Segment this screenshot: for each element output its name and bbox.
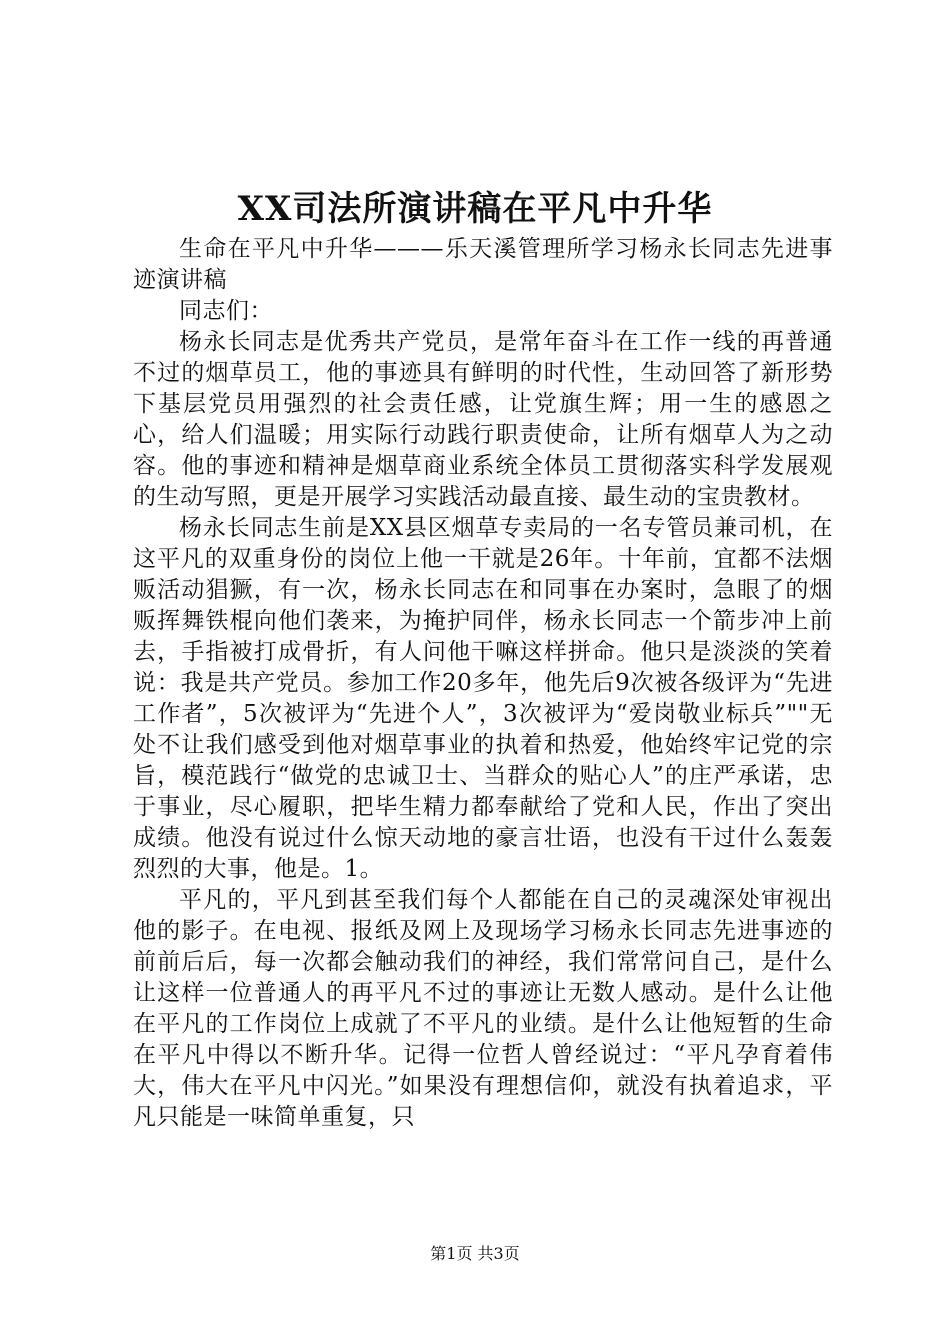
page-number-footer: 第1页 共3页 bbox=[430, 1244, 520, 1263]
salutation-paragraph: 同志们： bbox=[179, 298, 273, 324]
document-title: XX司法所演讲稿在平凡中升华 bbox=[237, 189, 713, 229]
body-paragraph: 平凡的，平凡到甚至我们每个人都能在自己的灵魂深处审视出他的影子。在电视、报纸及网上及现场学习杨永长同志先进事迹的前前后后，每一次都会触动我们的神经，我们常常问自己，是什么让这样一位普通人的再平凡不过的事迹让无数人感动。是什么让他在平凡的工作岗位上成就了不平凡的业绩。是什么让他短暂的生命在平凡中得以不断升华。记得一位哲人曾经说过：“平凡孕育着伟大，伟大在平凡中闪光。”如果没有理想信仰，就没有执着追求，平凡只能是一味简单重复，只 bbox=[133, 887, 833, 1130]
subtitle-paragraph: 生命在平凡中升华———乐天溪管理所学习杨永长同志先进事迹演讲稿 bbox=[133, 236, 833, 293]
body-paragraph: 杨永长同志生前是XX县区烟草专卖局的一名专管员兼司机，在这平凡的双重身份的岗位上他一干就是26年。十年前，宜都不法烟贩活动猖獗，有一次，杨永长同志在和同事在办案时，急眼了的烟贩挥舞铁棍向他们袭来，为掩护同伴，杨永长同志一个箭步冲上前去，手指被打成骨折，有人问他干嘛这样拼命。他只是淡淡的笑着说：我是共产党员。参加工作20多年，他先后9次被各级评为“先进工作者”，5次被评为“先进个人”，3次被评为“爱岗敬业标兵”""无处不让我们感受到他对烟草事业的执着和热爱，他始终牢记党的宗旨，模范践行“做党的忠诚卫士、当群众的贴心人”的庄严承诺，忠于事业，尽心履职，把毕生精力都奉献给了党和人民，作出了突出成绩。他没有说过什么惊天动地的豪言壮语，也没有干过什么轰轰烈烈的大事，他是。1。 bbox=[133, 515, 833, 882]
document-body bbox=[133, 234, 833, 1133]
body-paragraph: 杨永长同志是优秀共产党员，是常年奋斗在工作一线的再普通不过的烟草员工，他的事迹具有鲜明的时代性，生动回答了新形势下基层党员用强烈的社会责任感，让党旗生辉；用一生的感恩之心，给人们温暖；用实际行动践行职责使命，让所有烟草人为之动容。他的事迹和精神是烟草商业系统全体员工贯彻落实科学发展观的生动写照，更是开展学习实践活动最直接、最生动的宝贵教材。 bbox=[133, 329, 833, 510]
